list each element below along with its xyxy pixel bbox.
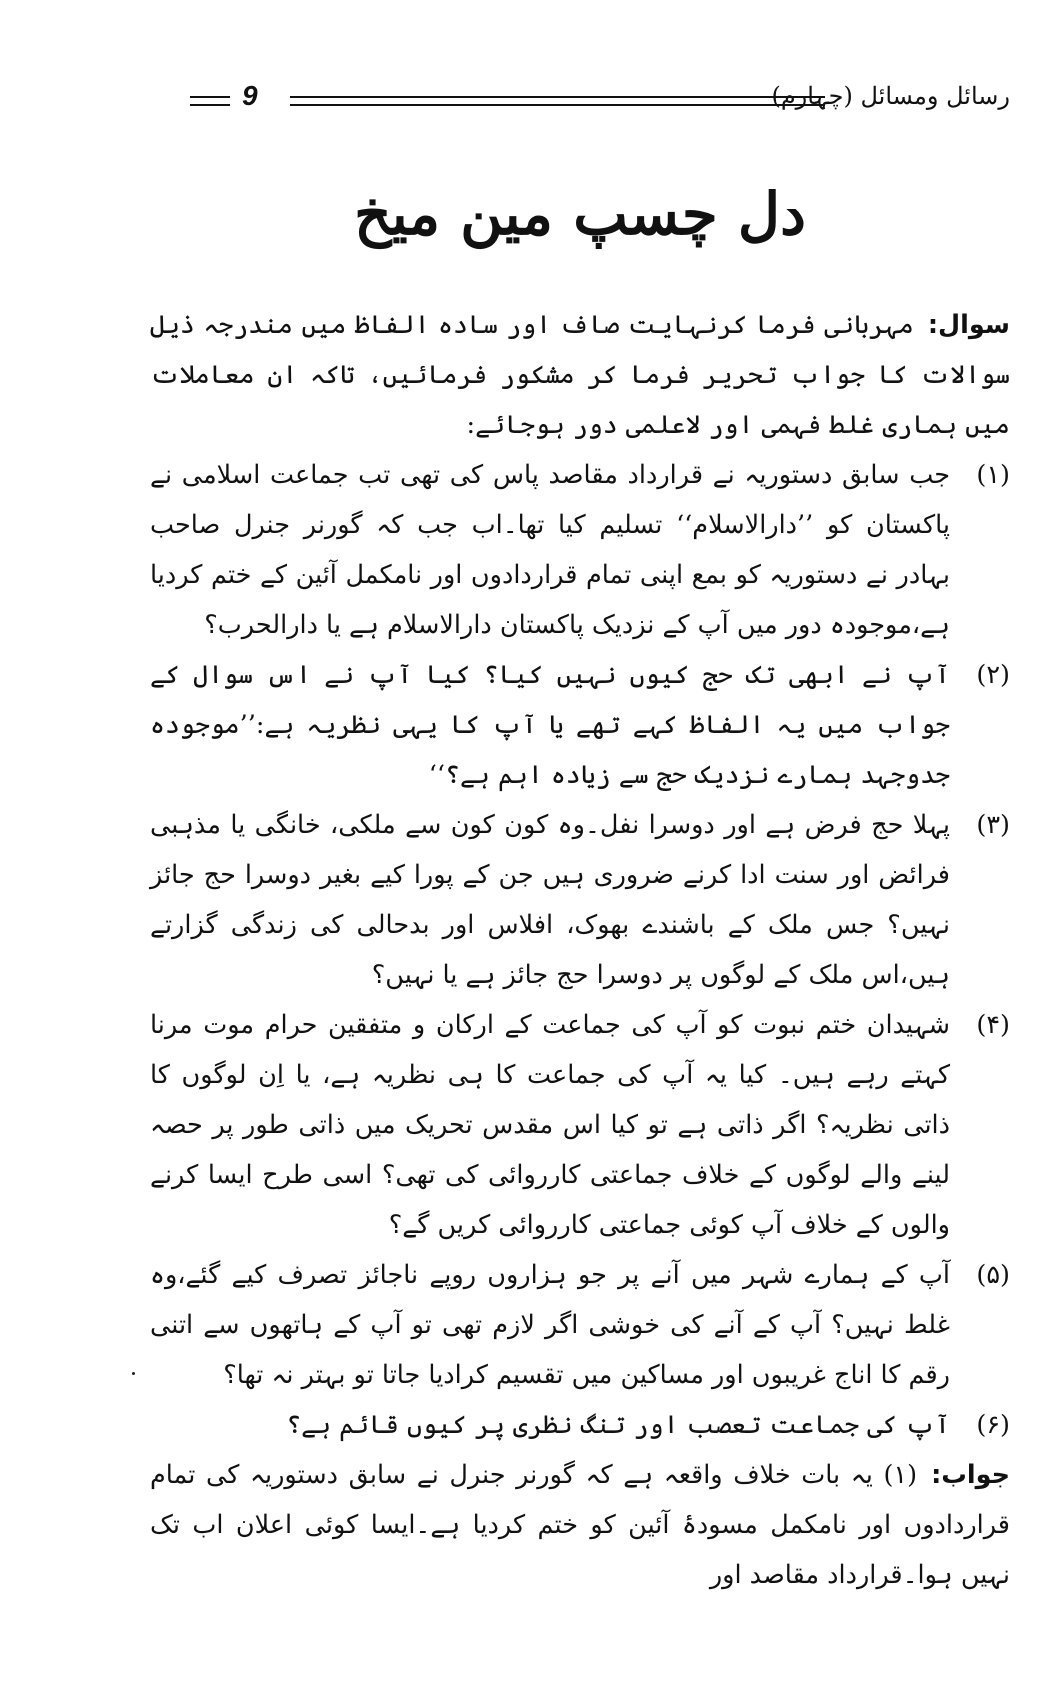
- speck-mark: [132, 1372, 135, 1375]
- question-item: [150, 800, 1010, 1000]
- question-number: (۱): [976, 460, 1010, 490]
- running-header: [150, 80, 1010, 120]
- question-text: جب سابق دستوریہ نے قرارداد مقاصد پاس کی تھی تب جماعت اسلامی نے پاکستان کو ’’دارالاسلام‘‘ تسلیم کیا تھا۔اب جب کہ گورنر جنرل صاحب بہادر نے دستوریہ کو بمع اپنی تمام قراردادوں اور نامکمل آئین کے ختم کردیا ہے،موجودہ دور میں آپ کے نزدیک پاکستان دارالاسلام ہے یا دارالحرب؟: [150, 460, 950, 640]
- question-label: سوال:: [927, 310, 1010, 340]
- question-item: [150, 1400, 1010, 1450]
- answer-paragraph: [150, 1450, 1010, 1600]
- question-item: [150, 1250, 1010, 1400]
- answer-text: (۱) یہ بات خلاف واقعہ ہے کہ گورنر جنرل نے سابق دستوریہ کی تمام قراردادوں اور نامکمل مسودۂ آئین کو ختم کردیا ہے۔ایسا کوئی اعلان اب تک نہیں ہوا۔قرارداد مقاصد اور: [150, 1460, 1010, 1590]
- chapter-title: دل چسپ مین میخ: [354, 180, 806, 248]
- question-number: (۳): [976, 810, 1010, 840]
- question-number: (۴): [976, 1010, 1010, 1040]
- document-page: [150, 80, 1010, 1670]
- question-intro-text: مہربانی فرما کرنہایت صاف اور سادہ الفاظ میں مندرجہ ذیل سوالات کا جواب تحریر فرما کر مشکور فرمائیں، تاکہ ان معاملات میں ہماری غلط فہمی اور لاعلمی دور ہوجائے:: [150, 310, 1010, 440]
- question-text: آپ نے ابھی تک حج کیوں نہیں کیا؟ کیا آپ نے اس سوال کے جواب میں یہ الفاظ کہے تھے یا آپ کا یہی نظریہ ہے:’’موجودہ جدوجہد ہمارے نزدیک حج سے زیادہ اہم ہے؟‘‘: [150, 660, 950, 790]
- question-number: (۲): [976, 660, 1010, 690]
- question-text: آپ کے ہمارے شہر میں آنے پر جو ہزاروں روپے ناجائز تصرف کیے گئے،وہ غلط نہیں؟ آپ کے آنے کی خوشی اگر لازم تھی تو آپ کے ہاتھوں سے اتنی رقم کا اناج غریبوں اور مساکین میں تقسیم کرادیا جاتا تو بہتر نہ تھا؟: [150, 1260, 950, 1390]
- header-rule-short: [190, 96, 230, 106]
- question-intro: [150, 300, 1010, 450]
- question-item: [150, 450, 1010, 650]
- question-item: [150, 650, 1010, 800]
- question-number: (۶): [976, 1410, 1010, 1440]
- header-rule-long: [290, 96, 825, 106]
- question-text: آپ کی جماعت تعصب اور تنگ نظری پر کیوں قائم ہے؟: [286, 1410, 950, 1440]
- running-title: رسائل ومسائل (چہارم): [771, 82, 1010, 110]
- question-text: شہیدان ختم نبوت کو آپ کی جماعت کے ارکان و متفقین حرام موت مرنا کہتے رہے ہیں۔ کیا یہ آپ کی جماعت کا ہی نظریہ ہے، یا اِن لوگوں کا ذاتی نظریہ؟ اگر ذاتی ہے تو کیا اس مقدس تحریک میں ذاتی طور پر حصہ لینے والے لوگوں کے خلاف جماعتی کارروائی کی تھی؟ اسی طرح ایسا کرنے والوں کے خلاف آپ کوئی جماعتی کارروائی کریں گے؟: [150, 1010, 950, 1240]
- question-item: [150, 1000, 1010, 1250]
- body-text: [150, 300, 1010, 1600]
- page-number: 9: [242, 80, 258, 111]
- question-text: پہلا حج فرض ہے اور دوسرا نفل۔وہ کون کون سے ملکی، خانگی یا مذہبی فرائض اور سنت ادا کرنے ضروری ہیں جن کے پورا کیے بغیر دوسرا حج جائز نہیں؟ جس ملک کے باشندے بھوک، افلاس اور بدحالی کی زندگی گزارتے ہیں،اس ملک کے لوگوں پر دوسرا حج جائز ہے یا نہیں؟: [150, 810, 950, 990]
- answer-label: جواب:: [931, 1460, 1010, 1490]
- question-number: (۵): [976, 1260, 1010, 1290]
